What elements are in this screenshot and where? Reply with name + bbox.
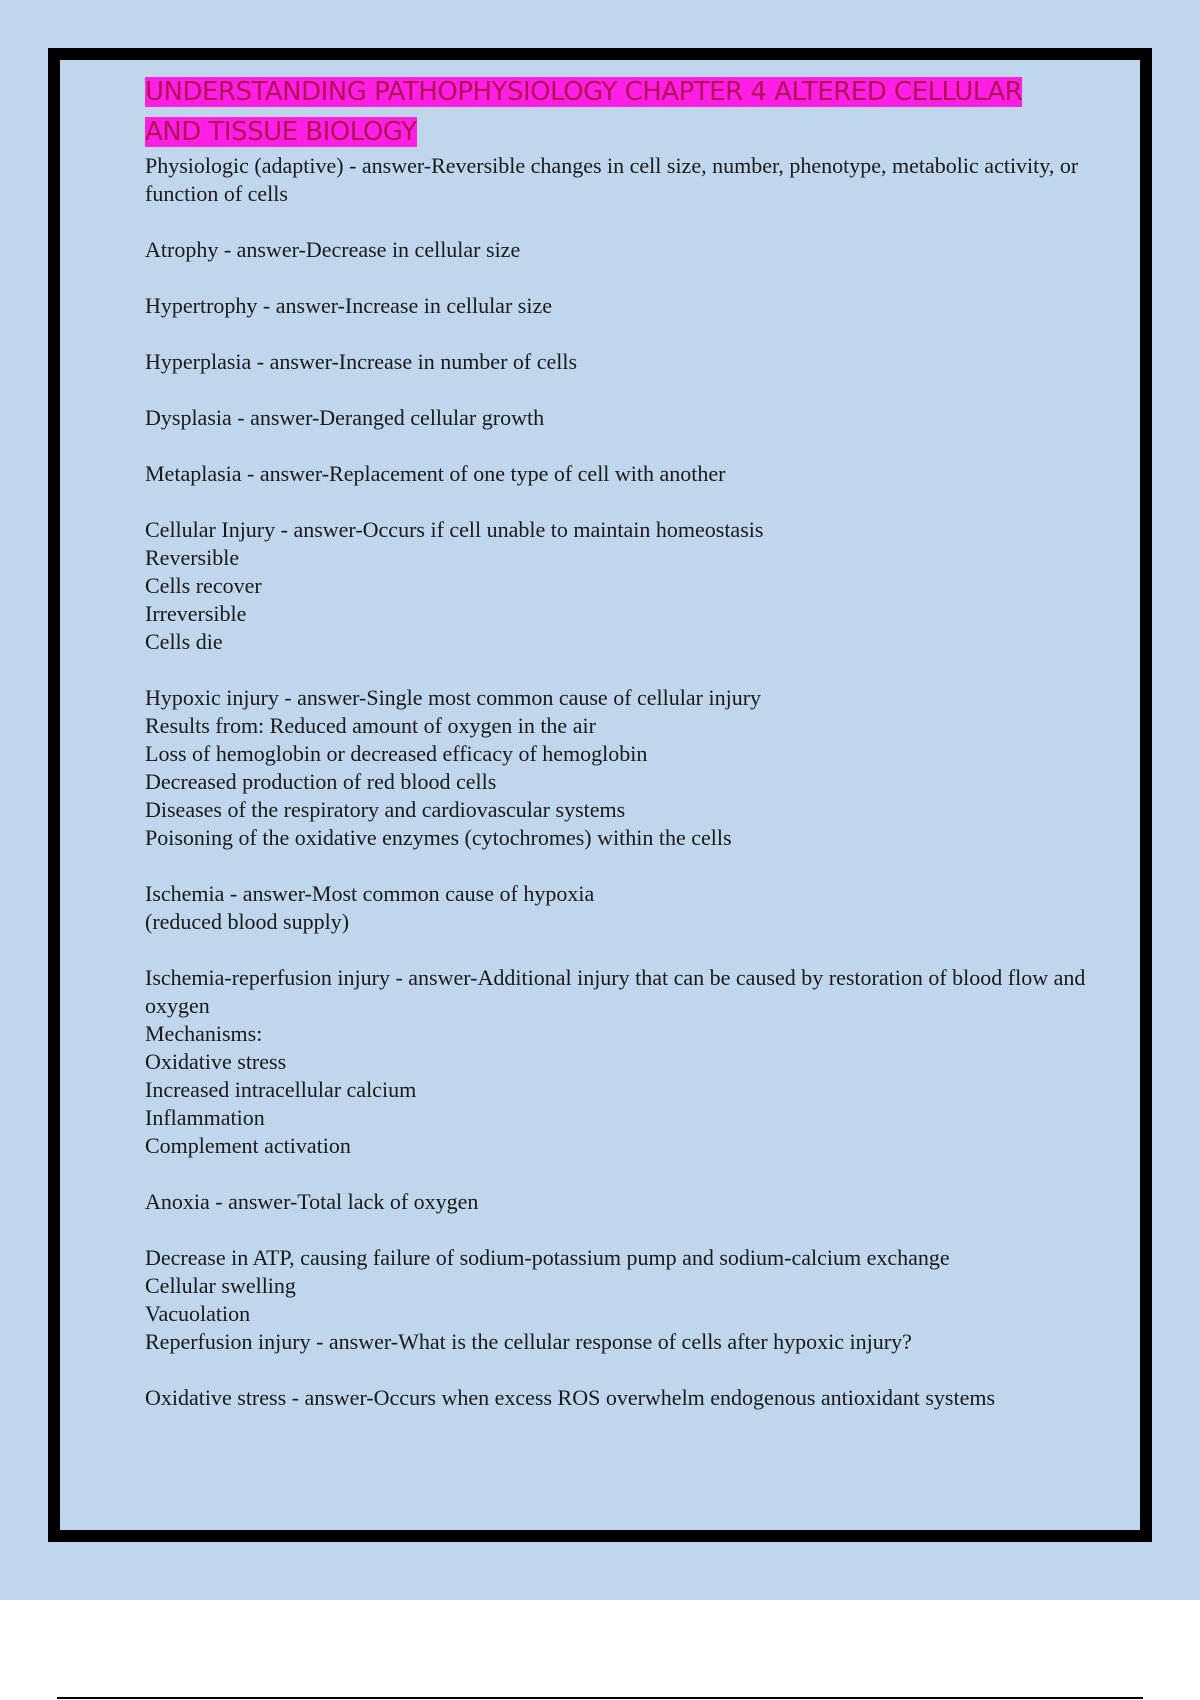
entry-line: Cellular Injury - answer-Occurs if cell unable to maintain homeostasis	[145, 517, 764, 542]
title-line-2: AND TISSUE BIOLOGY	[145, 117, 417, 147]
entry-line: Hyperplasia - answer-Increase in number of cells	[145, 349, 578, 374]
flashcard-entry	[145, 152, 1105, 208]
flashcard-list	[145, 152, 1105, 1412]
flashcard-entry	[145, 236, 1105, 264]
flashcard-entry	[145, 684, 1105, 852]
flashcard-entry	[145, 460, 1105, 488]
entry-line: Complement activation	[145, 1133, 351, 1158]
entry-line: Dysplasia - answer-Deranged cellular growth	[145, 405, 545, 430]
entry-line: (reduced blood supply)	[145, 909, 350, 934]
flashcard-entry	[145, 292, 1105, 320]
entry-line: Oxidative stress - answer-Occurs when excess ROS overwhelm endogenous antioxidant systems	[145, 1385, 996, 1410]
flashcard-entry	[145, 404, 1105, 432]
flashcard-entry	[145, 1244, 1105, 1356]
entry-line: Loss of hemoglobin or decreased efficacy of hemoglobin	[145, 741, 648, 766]
entry-line: Poisoning of the oxidative enzymes (cytochromes) within the cells	[145, 825, 732, 850]
entry-line: Cells recover	[145, 573, 262, 598]
entry-line: Physiologic (adaptive) - answer-Reversible changes in cell size, number, phenotype, metabolic activity, or function of cells	[145, 153, 1079, 206]
flashcard-entry	[145, 348, 1105, 376]
document-title	[145, 72, 1105, 152]
entry-line: Reversible	[145, 545, 240, 570]
entry-line: Oxidative stress	[145, 1049, 287, 1074]
title-line-1: UNDERSTANDING PATHOPHYSIOLOGY CHAPTER 4 ALTERED CELLULAR	[145, 77, 1023, 107]
entry-line: Ischemia-reperfusion injury - answer-Additional injury that can be caused by restoration of blood flow and oxygen	[145, 965, 1086, 1018]
entry-line: Decrease in ATP, causing failure of sodium-potassium pump and sodium-calcium exchange	[145, 1245, 950, 1270]
footer-rule	[57, 1697, 1143, 1699]
entry-line: Vacuolation	[145, 1301, 251, 1326]
entry-line: Inflammation	[145, 1105, 265, 1130]
document-body	[145, 72, 1105, 1440]
entry-line: Irreversible	[145, 601, 247, 626]
entry-line: Diseases of the respiratory and cardiovascular systems	[145, 797, 626, 822]
entry-line: Ischemia - answer-Most common cause of hypoxia	[145, 881, 595, 906]
entry-line: Cells die	[145, 629, 223, 654]
entry-line: Mechanisms:	[145, 1021, 263, 1046]
entry-line: Increased intracellular calcium	[145, 1077, 417, 1102]
flashcard-entry	[145, 880, 1105, 936]
entry-line: Atrophy - answer-Decrease in cellular size	[145, 237, 521, 262]
entry-line: Hypertrophy - answer-Increase in cellular size	[145, 293, 552, 318]
flashcard-entry	[145, 1188, 1105, 1216]
entry-line: Hypoxic injury - answer-Single most common cause of cellular injury	[145, 685, 762, 710]
entry-line: Metaplasia - answer-Replacement of one type of cell with another	[145, 461, 726, 486]
entry-line: Results from: Reduced amount of oxygen in the air	[145, 713, 596, 738]
entry-line: Reperfusion injury - answer-What is the cellular response of cells after hypoxic injury?	[145, 1329, 912, 1354]
entry-line: Anoxia - answer-Total lack of oxygen	[145, 1189, 479, 1214]
flashcard-entry	[145, 964, 1105, 1160]
flashcard-entry	[145, 516, 1105, 656]
entry-line: Cellular swelling	[145, 1273, 296, 1298]
flashcard-entry	[145, 1384, 1105, 1412]
entry-line: Decreased production of red blood cells	[145, 769, 497, 794]
